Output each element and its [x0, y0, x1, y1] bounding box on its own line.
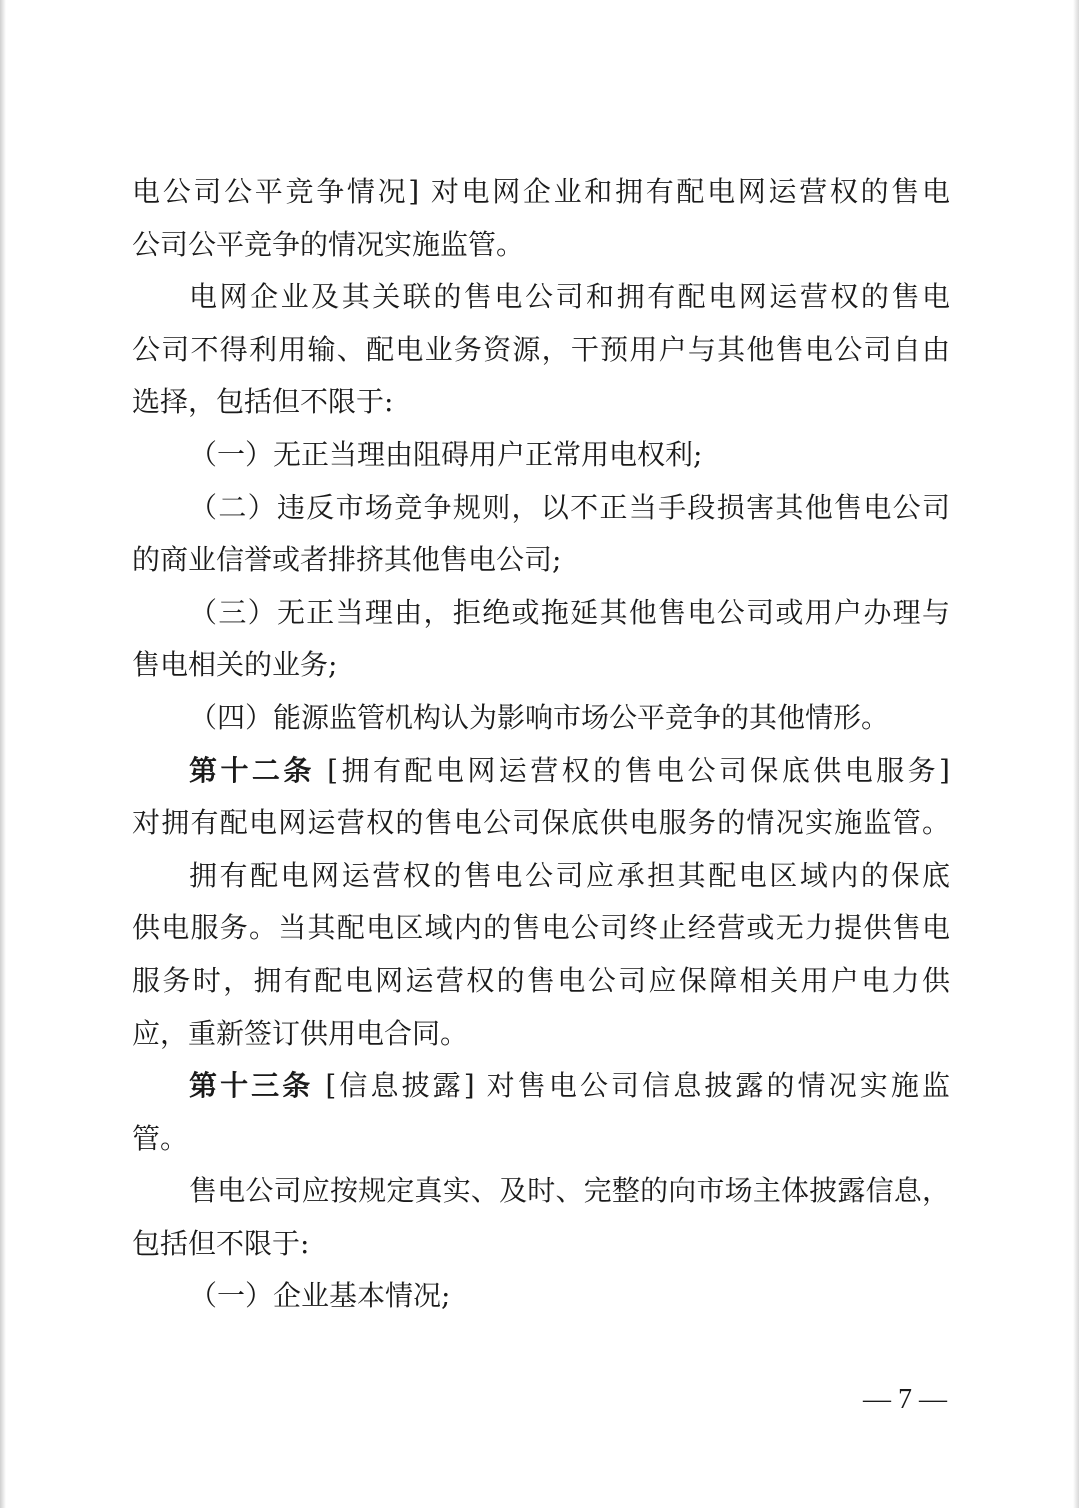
article-number: 第十二条 — [189, 753, 315, 787]
article-heading-line — [132, 745, 950, 798]
list-item: （四）能源监管机构认为影响市场公平竞争的其他情形。 — [189, 700, 890, 734]
paragraph-line: 售电相关的业务; — [132, 648, 338, 682]
list-item: （三）无正当理由，拒绝或拖延其他售电公司或用户办理与 — [189, 595, 950, 629]
document-body — [132, 166, 950, 1323]
paragraph-line: 包括但不限于: — [132, 1226, 310, 1260]
paragraph-line: 供电服务。当其配电区域内的售电公司终止经营或无力提供售电 — [132, 911, 950, 945]
page-number: — 7 — — [863, 1384, 947, 1415]
list-item: （一）企业基本情况; — [189, 1279, 451, 1313]
article-title: [拥有配电网运营权的售电公司保底供电服务] — [327, 753, 950, 787]
article-title: [信息披露] 对售电公司信息披露的情况实施监 — [325, 1069, 950, 1103]
article-heading-line — [132, 1060, 950, 1113]
paragraph-line: 电网企业及其关联的售电公司和拥有配电网运营权的售电 — [189, 280, 950, 314]
paragraph-line: 应，重新签订供用电合同。 — [132, 1016, 469, 1050]
paragraph-line: 对拥有配电网运营权的售电公司保底供电服务的情况实施监管。 — [132, 806, 950, 840]
scan-edge-left — [0, 0, 6, 1508]
paragraph-line: 选择，包括但不限于: — [132, 385, 394, 419]
article-number: 第十三条 — [189, 1069, 314, 1103]
paragraph-line: 管。 — [132, 1121, 189, 1155]
paragraph-line: 拥有配电网运营权的售电公司应承担其配电区域内的保底 — [189, 858, 950, 892]
paragraph-line: 售电公司应按规定真实、及时、完整的向市场主体披露信息， — [189, 1174, 950, 1208]
paragraph-line: 公司公平竞争的情况实施监管。 — [132, 227, 525, 261]
paragraph-line: 的商业信誉或者排挤其他售电公司; — [132, 543, 562, 577]
list-item: （二）违反市场竞争规则，以不正当手段损害其他售电公司 — [189, 490, 950, 524]
list-item: （一）无正当理由阻碍用户正常用电权利; — [189, 437, 703, 471]
paragraph-line: 电公司公平竞争情况] 对电网企业和拥有配电网运营权的售电 — [132, 175, 950, 208]
scan-edge-right — [1073, 0, 1079, 1508]
paragraph-line: 公司不得利用输、配电业务资源，干预用户与其他售电公司自由 — [132, 332, 950, 366]
paragraph-line: 服务时，拥有配电网运营权的售电公司应保障相关用户电力供 — [132, 963, 950, 997]
